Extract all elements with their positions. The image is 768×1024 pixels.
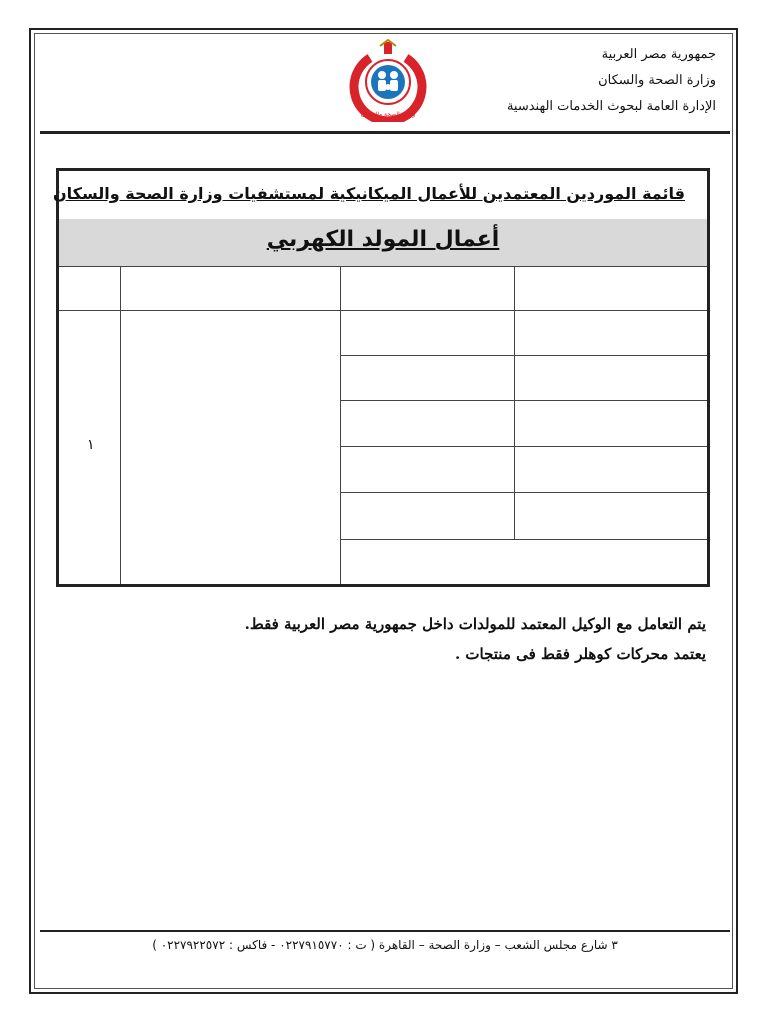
footer-divider	[40, 930, 730, 932]
header-divider	[40, 131, 730, 134]
column-divider	[340, 266, 341, 584]
section-header-row	[59, 219, 707, 267]
header-department: الإدارة العامة لبحوث الخدمات الهندسية	[506, 99, 716, 114]
row-divider	[59, 310, 707, 311]
header-country: جمهورية مصر العربية	[601, 47, 716, 62]
ministry-logo	[340, 38, 436, 122]
table-row-number: ١	[87, 437, 95, 453]
suppliers-table	[53, 168, 710, 587]
column-divider	[120, 266, 121, 584]
note-line: يعتمد محركات كوهلر فقط فى منتجات .	[454, 645, 706, 663]
logo-arabic-text: وزارة الصحة والسكان	[360, 111, 416, 118]
row-divider	[340, 446, 707, 447]
footer-address: ٣ شارع مجلس الشعب – وزارة الصحة – القاهرة ( ت : ٠٢٢٧٩١٥٧٧٠ - فاكس : ٠٢٢٧٩٢٢٥٧٢ )	[152, 938, 618, 952]
section-title: أعمال المولد الكهربي	[266, 227, 500, 252]
row-divider	[340, 492, 707, 493]
note-line: يتم التعامل مع الوكيل المعتمد للمولدات داخل جمهورية مصر العربية فقط.	[244, 615, 706, 633]
column-divider	[514, 266, 515, 539]
notes-section	[86, 609, 706, 669]
row-divider	[340, 355, 707, 356]
row-divider	[340, 400, 707, 401]
ministry-header	[456, 42, 716, 120]
table-title-row	[53, 171, 707, 220]
table-title: قائمة الموردين المعتمدين للأعمال الميكانيكية لمستشفيات وزارة الصحة والسكان	[53, 184, 685, 203]
header-ministry: وزارة الصحة والسكان	[598, 73, 716, 88]
row-divider	[340, 539, 707, 540]
